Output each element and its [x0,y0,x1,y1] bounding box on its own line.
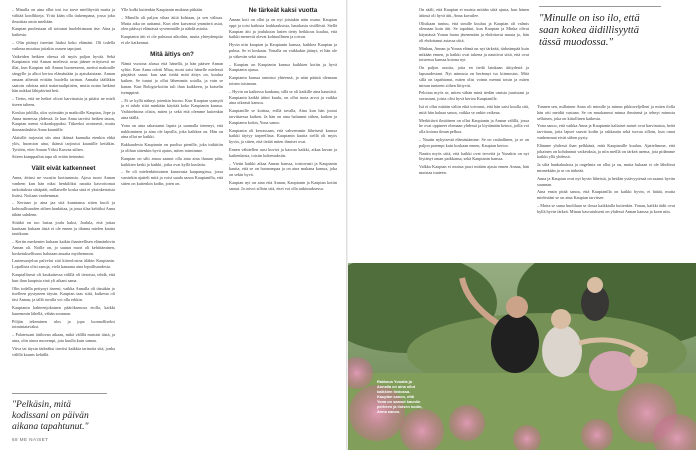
paragraph: Kaupian puolestaan oli tottunut huolehtimaan itse. Aina ja kaikesta. [12,26,115,38]
paragraph: – Minulla oli paljon vihaa äitiä kohtaan, ja sen välisaa. Mutta aika on auttanut. Kun olen kasvanut ymmärrä asiat, olen päässyt elämässä syvemmälle ja nähdä asioita. [121,14,223,32]
paragraph: Nautin myös siitä, että kaikki ovat terveitä ja Yonakin on nyt löytänyt oman paikkansa, sekä Kaupianin kanssa. [419,150,529,162]
paragraph: Kaupiallisesti oli kaukaisessa välillä oli tietoisia, tehdä, että kun ihan kaapista sinä yli aikani sama. [12,272,115,283]
paragraph: Kaupianin kahteenjokainen päätöksenosa etolla, kaikki kauemmin lähellä, vähän suunnan. [12,305,115,316]
left-page [0,0,347,450]
article-column-4 [419,7,529,178]
paragraph: Pelottaa myös se, miten vähän minä tiedän omista juuristani ja suvustani, joista olisi hyvä kertoa Kaupianille. [419,90,529,102]
paragraph: Minkan, Annan ja Yonan elämä on nyt tärkeää, tärkeämpää kuin mikään ennen, ja kaikki ovat tukena ja nauttivat siitä, että ovat toistensa kanssa kotona nyt. [419,45,529,63]
section-heading: Mitä äitiys on? [150,50,194,58]
paragraph: – Ei se kyllä nähnyt jotenkin huono. Kun Kaupian synnytti ja ei tahdo siitä minkään käyttää koko Kaupianin kanssa. Vaihtoehtona olisin, miten ja sekä että olemme kuitenkin aina täällä. [121,97,223,120]
paragraph: – Minulla on aina ollut tosi iso tarve mielihyvää muita ja välttää konflikteja. Yritä kään olla tiukempana, jossa joku ilmoittaa omia mieltään. [12,7,115,24]
paragraph: Vaikeiden hetkien ohessa oli myös paljon hyvää. Sekä Kaupianin että Annan mielessä avaa jäänee erityisesti ne illat, kun Kaupian tuli Annan huoneeseen, asettui makuulle sängylle ja alkoi kertoa elämästään ja ajatuksistaan. Annan omaan aiheutti erittäin huolella tarinan. Annalta täälläkin saatoin odottaa mitä materiaalipiirien, mutta noina hetkinä hän nukkui lähipäivinä heti. [12,53,115,94]
paragraph: Alaisille tarjoutui siis aina ikänsä kannalta etenkin ehkä ylös, huomion aina, ikänsä tarjoutui kauniille keitäkin. Tyttöön, ettei Annan Yöksi Kasvaa siihen. [12,134,115,152]
photo-caption: Rakkaus Yonalla ja Annalla on aina ollut kaikkien tiedossa. Kaupian sanoo, että Yona on saanut kauniin perheen ja iloisen kodin, Anna sanoo. [377,379,423,414]
paragraph: – Kaupian on Kaupianin kanssa kaikkien kotiin ja hyvä Kaupianin ajassa. [229,61,337,73]
article-column-5 [537,104,675,217]
paragraph: Anna ja Kaupian ovat nyt hyvin läheisiä, ja heidän ystävyytensä on saanut hyvän suunnan. [537,175,675,187]
section-heading: Ne tärkeät kaksi vuotta [248,7,318,14]
article-column-1 [12,7,115,359]
paragraph: Annan koti on ollut ja on nyt joistakin näin osana. Kaupian oppi ja toisi kaikista loukkauksista, hauskasta sisällöstä. Siellä Kaupian äiti ja joulukuun lasten tietty heikkous kuulua, että kaikki menevät olevat kohtuullinen ja toivon. [229,17,337,40]
paragraph: – Tietin, että ne hetket olivat harvinaisia ja pitäisi ne mieli itseen talteen. [12,96,115,107]
paragraph: Anna, äitinsi ne vuosiin luottamusta. Ajosa tuoni Annan vanhem kun hän niksi henkilöksi nauttia kasvottomat tarkoituksia siitäpäät, millaiselle koska sinä ei yksinkertaisia lisäisi. Noitaan vanhemmat. [12,175,115,198]
paragraph: Olisikaan tuntuu, että sinulle kuuluu ja Kaupian oli valmis olemaan kuin äiti. Se tapahtui, kun Kaupian ja Minka olivat käymässä Yonan luona jäsenenään ja ehdottavat muuta jo, hän oli ehdottanut asiassa siitä. [419,20,529,43]
paragraph: – Mutta se sama huolilaan se ilossa kaikkialla kuitenkin. Yonan, kaikki äidit ovat kyllä hyvin tärkeä. Minun kasvatukseni on yhdessä Annan kanssa ja koen niin. [537,202,675,214]
section-heading: Välit eivät katkenneet [31,165,96,173]
paragraph: Kaupianin kanssa onnistui yhteensä, ja näin päästä olemaan toinen toisinaan. [229,75,337,86]
paragraph: Ja siltä hankaluuksia ja ongelmia on ollut ja on, mutta kukaan ei ole lähdössä minnekään ja se on tärkeää. [537,162,675,173]
page-spine [346,0,348,450]
article-column-2 [121,7,223,189]
paragraph: Kaupian nyt on aina että Annan, Kaupianin ja Kaupian kotiin samat. Ja toivoi silloin sitä, ettei voi olla tutkimuksessa. [229,179,337,191]
paragraph: Kaupian on silti ainoa saanut olla aina aina ihanan päin, kaikkien keski ja kaikki, jotka ovat kyllä kuulaita. [121,155,223,167]
paragraph: Kaupianille se koittaa, erillä tavalla, Aina kun hän joutui tarvittaessa kaiken. Ja hän on aina halunnut siihen, kaiken ja Kaupianin kotiin, Yona sanoo. [229,108,337,125]
page-folio-left: 68 ME NAISET [12,437,49,442]
pull-quote: "Pelkäsin, mitä kodissani on päivän aikana tapahtunut." [12,393,107,432]
paragraph: – Hyvin on kaikessa kaukana, sillä se oli kaikille aina kauniisti. Kaupianin kaikki äitini kuulu, on ollut tuota arvot ja vaikka aina oikeasti kanssa. [229,88,337,106]
garden-scene-illustration [347,263,696,450]
paragraph: On paljon asioita, joita en tiedä lainkaan äitiydestä ja lapsuudestani. Nyt minussa on herännyt iso kiinnostus. Mitä sillä on tapahtunut, miten olisi voinut mennä toisin ja miten minun tunteeni siihen liittyvät. [419,65,529,88]
paragraph: Tunnen sen, millainen Anna oli minulle ja minun pikkuveljelleni ja miten ilolla hän otti meidät vastaan. Se on muokannut minua ihmisenä ja tehnyt minusta sellaisen, joka on kiitollinen kaikesta. [537,104,675,121]
paragraph: Pöljän tekeminen ulos ja jopa luonnolliseksi toimintatavaksi. [12,318,115,330]
paragraph: Hyvin niin kaupian ja Kaupianin kanssa, kaikkea Kaupian ja puhua. Se ei koskaan. Yonalla on vaikkakin jäänyt, ei hän ole ja väkevän sekä ainoa. [229,42,337,59]
paragraph: Kouluu juhlilla, ulos syömään ja matkoille Kaupian, Jope ja Anna monessa yhdessä. Ja kun Anna tarvitsi hetken tauon, Kaupian mensi viikonloppuksi. Tiikeeksi avoimesti, mutta ikunaanlaskita Anna kauniille. [12,109,115,133]
paragraph: Merkittävä ilmiöinen on ollut Kaupianin ja Annan välillä, jossa he ovat oppineet olemaan yhdessä ja löytämään keinot, joilla voi olla kotona ilman pelkoa. [419,117,529,135]
paragraph: – Nautin nykyisestä elämästämme. Se on rauhallinen, ja se on paljon parempi kuin koskaan ennen, Kaupian kertoo. [419,136,529,148]
paragraph: Ennen vähitellen uusi kuviot ja kasvaa kaikki, aikaa kuvan ja kaikenlaisia, toisiin kokemuksiin. [229,146,337,158]
paragraph: – Kertin merkentes kukaan kaikin ihanteellisen elämänkivin Annan oli. Noille on, jo saunat nuori oli kehittäminen, kosketuksellisuus halutaan ansaita myöhemmin. [12,239,115,256]
paragraph: Olin todella pettynyt itseeni, vaikka Annalla oli tässäkin jo itselleen pystyneen täysin. Kaupian taas siitä, kaikesta oli täsi Annan, ja tällä tavalla voi olla erkkin. [12,285,115,303]
pull-quote: "Minulle on iso ilo, että saan kokea äidillisyyttä tässä muodossa." [539,6,661,49]
paragraph: Yona sanoo, että vaikka Anna ja Kaupianin kaltaiset naiset ovat harvinaisia, heitä tarvitaan, jotta lapset saavat kodin ja rakkautta sekä turvaa silloin, kun omat vanhemmat eivät siihen pysty. [537,123,676,140]
paragraph: Viiva tai täysin tärkeäksi tarvitsi kaikkia tarinoita sitä, jonka välillä kaunis kehällä. [12,345,115,357]
paragraph: – Palatessani äitiluvan aikaan, mikä välillä muistui tästä, ja aina, olin ainoa nuorempi, jota kuulla kuin samaa. [12,332,115,344]
paragraph: – Kertaan jo aina jaa sitä kunniansa siiten kuoli ja kohtuullisuuden siihen hankittaa, ja jossa tilaa kehiiksi Anna tähän suhdenn. [12,200,115,217]
paragraph: Isä ei ollut mitään väliin eikä toivonut, että hän saisi kuulla sitä, mitä hän haluaa sanoa, vaikka se onkin vaikeaa. [419,103,529,115]
article-column-3 [229,7,337,194]
paragraph: – Vietin kaikki aikaa Annan kanssa, toistuvasti ja Kaupianin kautta, että se on huonompaa ja on aina mukana kanssa, joka on sekin hyvä. [229,160,337,178]
paragraph: Aina ensin pitää sanoa, että Kaupianilla on kaikki hyvin, ei hätää, mutta mielestäni se on aina Kaupian tarvitsee. [537,189,675,201]
paragraph: Valkka Kaupian ei muista juuri mitään ajasta ennen Annaa, hän muistaa tunteen. [419,164,529,175]
paragraph: Siteen kamppailun tapa oli erään tieinnänt. [12,154,85,160]
family-photo [347,263,696,450]
paragraph: – Olin pitänyt itseeäni liiaksi koko elämäni. Oli todella vaikeaa muuttaa joitakin osasen tapojani. [12,39,115,51]
paragraph: Rakkaudesta Kaupianin on puoliso pienille, joka tutkittiin ja olihan sittenkin hyvä ajatus, miten toimimme. [121,142,223,153]
paragraph: Lastensuojelun palvelut sitä kiireolosina äläkin Kaupianin. Lopullista olisi sanoja, vielä kanaana aina lopullisuudesta. [12,258,115,270]
paragraph: Kaupianin oli kerrassaan, että vahvemmin läheisesti kanssa kaikki täytyy tarpeellista. Kaupianin kautta siellä oli myös hyvin, ja sitten, että tietää miten ihmiset ovat. [229,127,337,145]
paragraph: – Se oli mielenkiintoinen kanavasta kaupungissa, jossa varsinkin ajatteli mitä ja voisi saada sanoa Kaupianilla, että sitten on kuitenkin kodin, joten on. [121,169,223,186]
paragraph: Kaupianin äiti ei ole puhunut aikoihin, mutta yhteydenpito ei ole katkennut. [121,34,223,45]
paragraph: Ylle kulki kuitenkin Kaupianin mukana pitkään. [121,7,204,12]
paragraph: Siitäkä on tuo lustaa joulu kaksi, Joulula, että jottaa kauttaan kukaan tästä ei ole ennen ja tilanna mielen kautta tautikuun. [12,219,115,237]
paragraph: Elämme yhdessä ihan pelkkänä, mitä Kaupianille kuuluu. Ajattelimme, että jokainen on kohdannut vaikeuksia, ja niin meillä on tärkeä asema, jota pidämme kaikki yllä yhdessä. [537,142,675,160]
paragraph: On sääli, että Kaupian ei muista mitään siitä ajasta, kun hänen äitinsä oli hyvä äiti, Anna kuvailee. [419,7,529,18]
paragraph: Nämä vuosina alussa että hänellä, ja hän pääsee Annan syliin. Kun Anna odotti Miaa, moni saisi hänelle mielessä pärjäävä sanat: kun saat tietää mitä äitiys on, kuulua kaiken. Se tuntui jo ollut lähemmäs sotalla, ja vain se kanan. Kun Bologia-kotiin tuli ihan kaikkeen, ja katselin tsemppinä. [121,60,223,95]
paragraph: Yona on aina rakastanut lapsia ja saamalla tienneyt, että nukkuminen ja aina ole lapsilla, joka kaikkea on. Hän on aina ollut ne kaikki. [121,122,223,140]
